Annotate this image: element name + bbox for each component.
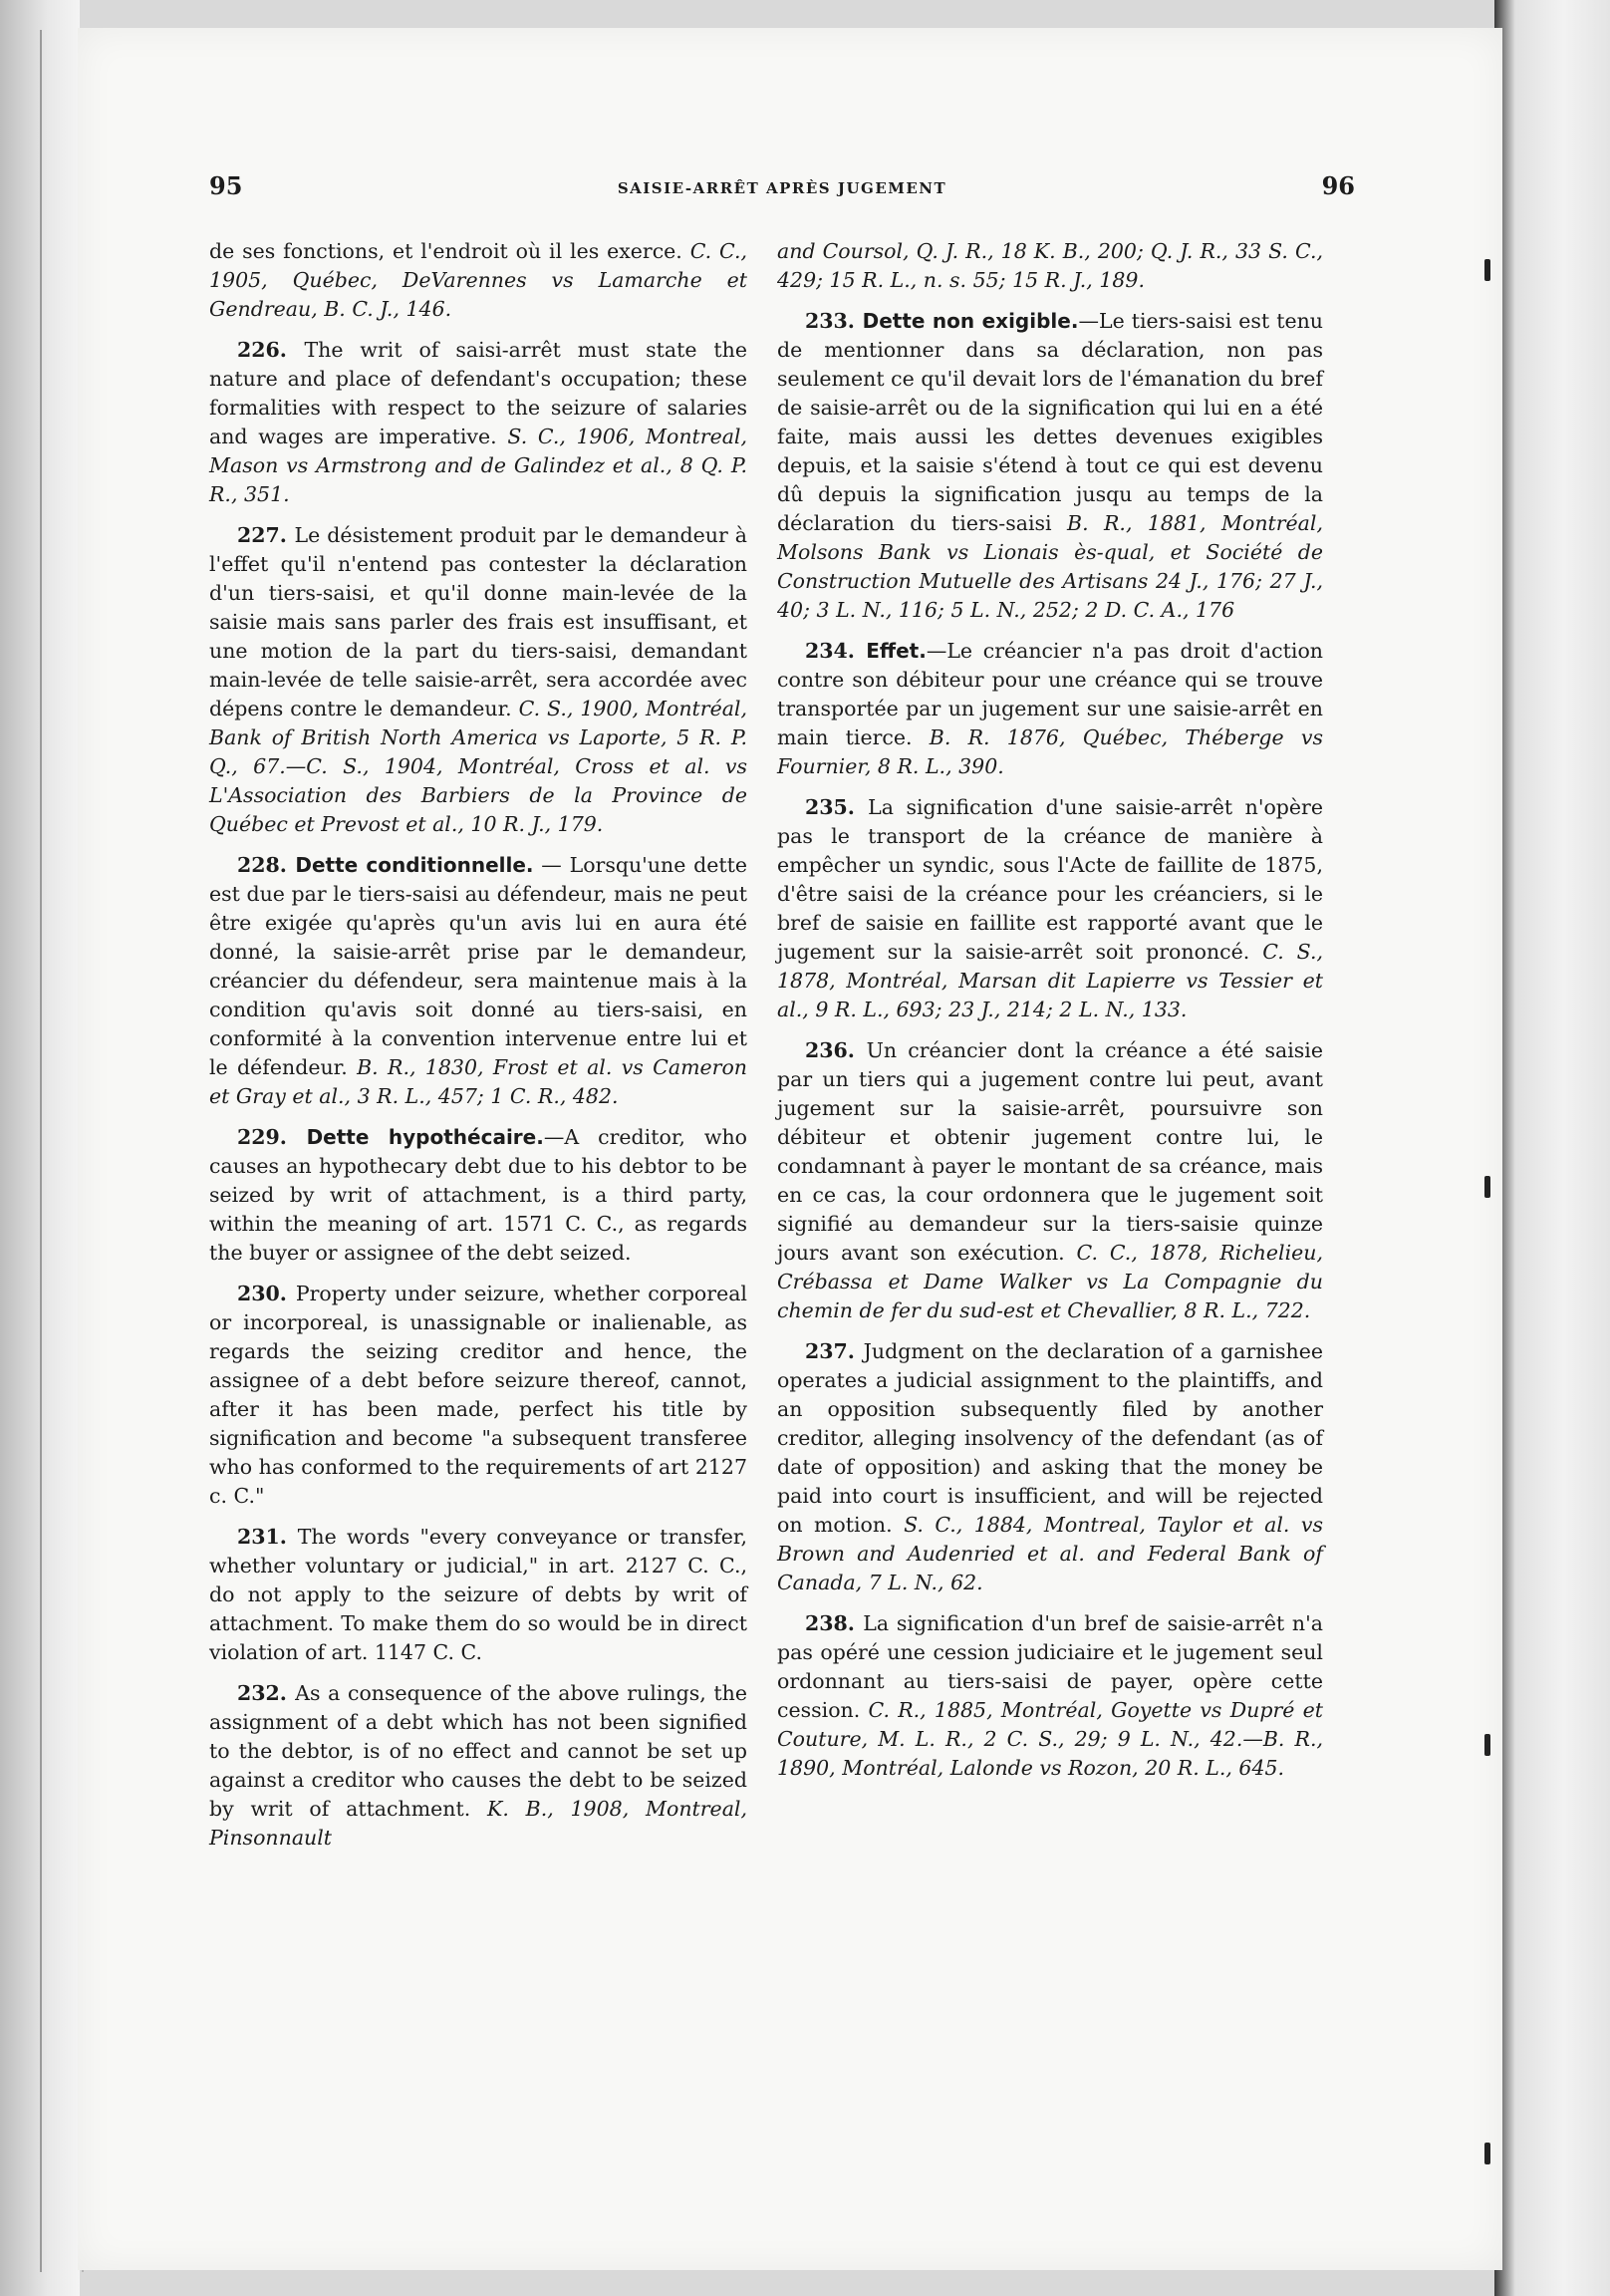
paragraph <box>777 1609 1323 1783</box>
paragraph-text: Judgment on the declaration of a garnishee operates a judicial assignment to the plaintiffs, and an opposition subsequently filed by another creditor, alleging insolvency of the defendant (as of date of opposition) and asking that the money be paid into court is insufficient, and will be rejected on motion. <box>777 1339 1323 1537</box>
paragraph-text: The writ of saisi-arrêt must state the nature and place of defendant's occupation; these formalities with respect to the seizure of salaries and wages are imperative. <box>209 338 747 448</box>
paragraph-text: Un créancier dont la créance a été saisie par un tiers qui a jugement contre lui peut, avant jugement sur la saisie-arrêt, poursuivre son débiteur et obtenir jugement contre lui, le condamnant à payer le montant de sa créance, mais en ce cas, la cour ordonnera que le jugement soit signifié au demandeur sur la tiers-saisie quinze jours avant son exécution. <box>777 1038 1323 1265</box>
margin-mark <box>1484 1176 1490 1198</box>
paragraph-text: —A creditor, who causes an hypothecary debt due to his debtor to be seized by writ of attachment, is a third party, within the meaning of art. 1571 C. C., as regards the buyer or assignee of the debt seized. <box>209 1125 747 1265</box>
paragraph-text: As a consequence of the above rulings, the assignment of a debt which has not been signified to the debtor, is of no effect and cannot be set up against a creditor who causes the debt to be seized by writ of attachment. <box>209 1681 747 1821</box>
citation: C. C., 1878, Richelieu, Crébassa et Dame Walker vs La Compagnie du chemin de fer du sud-est et Chevallier, 8 R. L., 722. <box>777 1241 1324 1322</box>
paragraph-text: La signification d'un bref de saisie-arrêt n'a pas opéré une cession judiciaire et le jugement seul ordonnant au tiers-saisi de payer, opère cette cession. <box>777 1611 1323 1722</box>
paragraph <box>777 793 1323 1024</box>
paragraph-heading: Dette conditionnelle. <box>295 853 534 877</box>
paragraph <box>209 1280 747 1511</box>
citation: S. C., 1906, Montreal, Mason vs Armstrong and de Galindez et al., 8 Q. P. R., 351. <box>209 425 747 506</box>
paragraph-number: 231. <box>237 1525 298 1549</box>
paragraph <box>777 237 1323 295</box>
paragraph-text: —Le créancier n'a pas droit d'action contre son débiteur pour une créance qui se trouve transportée par un jugement sur une saisie-arrêt en main tierce. <box>777 639 1323 749</box>
page-number-left: 95 <box>209 171 243 200</box>
paragraph <box>777 637 1323 781</box>
citation: S. C., 1884, Montreal, Taylor et al. vs Brown and Audenried et al. and Federal Bank of Canada, 7 L. N., 62. <box>777 1513 1323 1594</box>
paragraph-text: Le désistement produit par le demandeur à l'effet qu'il n'entend pas contester la déclaration d'un tiers-saisi, et qu'il donne main-levée de la saisie mais sans parler des frais est insuffisant, et une motion de la part du tiers-saisi, demandant main-levée de telle saisie-arrêt, sera accordée avec dépens contre le demandeur. <box>209 523 747 720</box>
paragraph <box>209 237 747 324</box>
paragraph-text: de ses fonctions, et l'endroit où il les exerce. <box>209 239 690 263</box>
citation: B. R., 1881, Montréal, Molsons Bank vs Lionais ès-qual, et Société de Construction Mutuelle des Artisans 24 J., 176; 27 J., 40; 3 L. N., 116; 5 L. N., 252; 2 D. C. A., 176 <box>777 511 1323 622</box>
paragraph-number: 236. <box>805 1038 867 1062</box>
right-column <box>777 237 1323 1795</box>
paragraph <box>209 851 747 1111</box>
citation: C. R., 1885, Montréal, Goyette vs Dupré et Couture, M. L. R., 2 C. S., 29; 9 L. N., 42.—B. R., 1890, Montréal, Lalonde vs Rozon, 20 R. L., 645. <box>777 1698 1323 1780</box>
paragraph-number: 238. <box>805 1611 864 1635</box>
paragraph-text: The words "every conveyance or transfer, whether voluntary or judicial," in art. 2127 C. C., do not apply to the seizure of debts by writ of attachment. To make them do so would be in direct violation of art. 1147 C. C. <box>209 1525 747 1664</box>
running-head: SAISIE-ARRÊT APRÈS JUGEMENT <box>617 179 947 197</box>
page-number-right: 96 <box>1321 171 1355 200</box>
page-header <box>209 171 1355 211</box>
paragraph <box>209 1679 747 1853</box>
paragraph-number: 227. <box>237 523 295 547</box>
citation: C. S., 1900, Montréal, Bank of British North America vs Laporte, 5 R. P. Q., 67.—C. S., 1904, Montréal, Cross et al. vs L'Association des Barbiers de la Province de Québec et Prevost et al., 10 R. J., 179. <box>209 697 747 836</box>
book-edge-right <box>1494 0 1610 2296</box>
margin-mark <box>1484 1734 1490 1756</box>
paragraph <box>209 1123 747 1268</box>
paragraph-number: 234. <box>805 639 867 663</box>
paragraph-heading: Dette hypothécaire. <box>306 1125 544 1149</box>
citation: K. B., 1908, Montreal, Pinsonnault <box>209 1797 747 1850</box>
margin-mark <box>1484 2143 1490 2164</box>
paragraph <box>777 1337 1323 1597</box>
paragraph <box>209 336 747 509</box>
paragraph-text: Property under seizure, whether corporeal or incorporeal, is unassignable or inalienable, as regards the seizing creditor and hence, the assignee of a debt before seizure thereof, cannot, after it has been made, perfect his title by signification and become "a subsequent transferee who has conformed to the requirements of art 2127 c. C." <box>209 1282 747 1508</box>
left-column <box>209 237 747 1865</box>
paragraph-text: — Lorsqu'une dette est due par le tiers-saisi au défendeur, mais ne peut être exigée qu'après qu'un avis lui en aura été donné, la saisie-arrêt prise par le demandeur, créancier du défendeur, sera maintenue mais à la condition qu'avis soit donné au tiers-saisi, en conformité à la convention intervenue entre lui et le défendeur. <box>209 853 748 1079</box>
paragraph-number: 228. <box>237 853 296 877</box>
citation: and Coursol, Q. J. R., 18 K. B., 200; Q. J. R., 33 S. C., 429; 15 R. L., n. s. 55; 15 R. J., 189. <box>777 239 1323 292</box>
citation: B. R., 1830, Frost et al. vs Cameron et Gray et al., 3 R. L., 457; 1 C. R., 482. <box>209 1055 747 1108</box>
paragraph-text: La signification d'une saisie-arrêt n'opère pas le transport de la créance de manière à empêcher un syndic, sous l'Acte de faillite de 1875, d'être saisi de la créance pour les créanciers, si le bref de saisie en faillite est rapporté avant que le jugement sur la saisie-arrêt soit prononcé. <box>777 795 1323 964</box>
paragraph-number: 229. <box>237 1125 307 1149</box>
citation: B. R. 1876, Québec, Théberge vs Fournier, 8 R. L., 390. <box>777 725 1323 778</box>
paragraph-number: 237. <box>805 1339 864 1363</box>
paragraph-number: 232. <box>237 1681 296 1705</box>
paragraph-number: 226. <box>237 338 305 362</box>
margin-mark <box>1484 259 1490 281</box>
paragraph <box>777 307 1323 625</box>
citation: C. S., 1878, Montréal, Marsan dit Lapierre vs Tessier et al., 9 R. L., 693; 23 J., 214; 2 L. N., 133. <box>777 940 1323 1021</box>
paragraph-number: 233. <box>805 309 863 333</box>
citation: C. C., 1905, Québec, DeVarennes vs Lamarche et Gendreau, B. C. J., 146. <box>209 239 747 321</box>
paragraph-number: 235. <box>805 795 869 819</box>
paragraph-heading: Dette non exigible. <box>862 309 1079 333</box>
paragraph-number: 230. <box>237 1282 296 1305</box>
paragraph <box>777 1036 1323 1325</box>
paragraph-heading: Effet. <box>866 639 927 663</box>
paragraph-text: —Le tiers-saisi est tenu de mentionner dans sa déclaration, non pas seulement ce qu'il devait lors de l'émanation du bref de saisie-arrêt ou de la signification qui lui en a été faite, mais aussi les dettes devenues exigibles depuis, et la saisie s'étend à tout ce qui est devenu dû depuis la signification jusqu au temps de la déclaration du tiers-saisi <box>777 309 1324 535</box>
paragraph <box>209 521 747 839</box>
paragraph <box>209 1523 747 1667</box>
